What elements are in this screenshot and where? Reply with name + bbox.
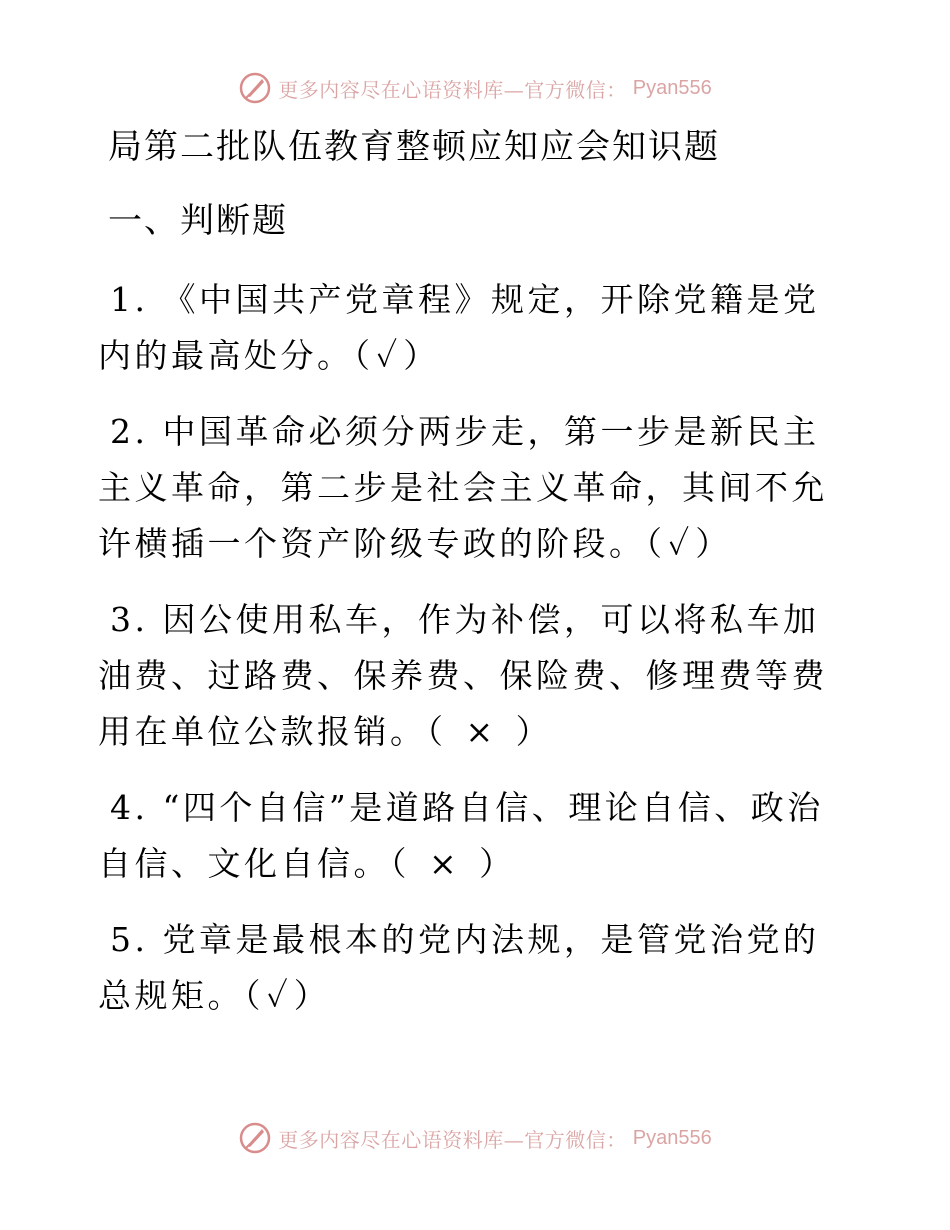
feather-logo-icon [238,71,272,105]
question-number: 1. [110,280,149,319]
answer-mark: （ × ） [426,712,555,751]
question-text: 因公使用私车，作为补偿，可以将私车加油费、过路费、保养费、保险费、修理费等费用在单位公款报销。 [98,600,828,751]
question-text: 党章是最根本的党内法规，是管党治党的总规矩。 [98,920,820,1015]
question-text: “四个自信”是道路自信、理论自信、政治自信、文化自信。 [98,788,824,883]
watermark-text: 更多内容尽在心语资料库—官方微信： [278,77,627,102]
question-item [98,592,846,760]
header-watermark [0,68,950,108]
answer-mark: （✓） [645,524,735,563]
question-list [98,272,846,1044]
footer-watermark [0,1118,950,1158]
question-number: 3. [110,600,149,639]
answer-mark: （✓） [353,336,443,375]
feather-logo-icon [238,1121,272,1155]
question-item [98,272,846,384]
answer-mark: （✓） [244,976,333,1015]
question-number: 4. [110,788,149,827]
section-heading: 一、判断题 [108,201,288,241]
question-item [98,912,846,1024]
watermark-text: 更多内容尽在心语资料库—官方微信： [278,1127,627,1152]
question-item [98,404,846,572]
question-number: 5. [110,920,149,959]
question-number: 2. [110,412,149,451]
question-item [98,780,846,892]
question-text: 《中国共产党章程》规定，开除党籍是党内的最高处分。 [98,280,820,375]
watermark-id: Pyan556 [632,1126,712,1149]
watermark-id: Pyan556 [632,76,712,99]
document-title: 局第二批队伍教育整顿应知应会知识题 [108,127,720,167]
answer-mark: （ × ） [390,844,519,883]
question-text: 中国革命必须分两步走，第一步是新民主主义革命，第二步是社会主义革命，其间不允许横插一个资产阶级专政的阶段。 [98,412,828,563]
